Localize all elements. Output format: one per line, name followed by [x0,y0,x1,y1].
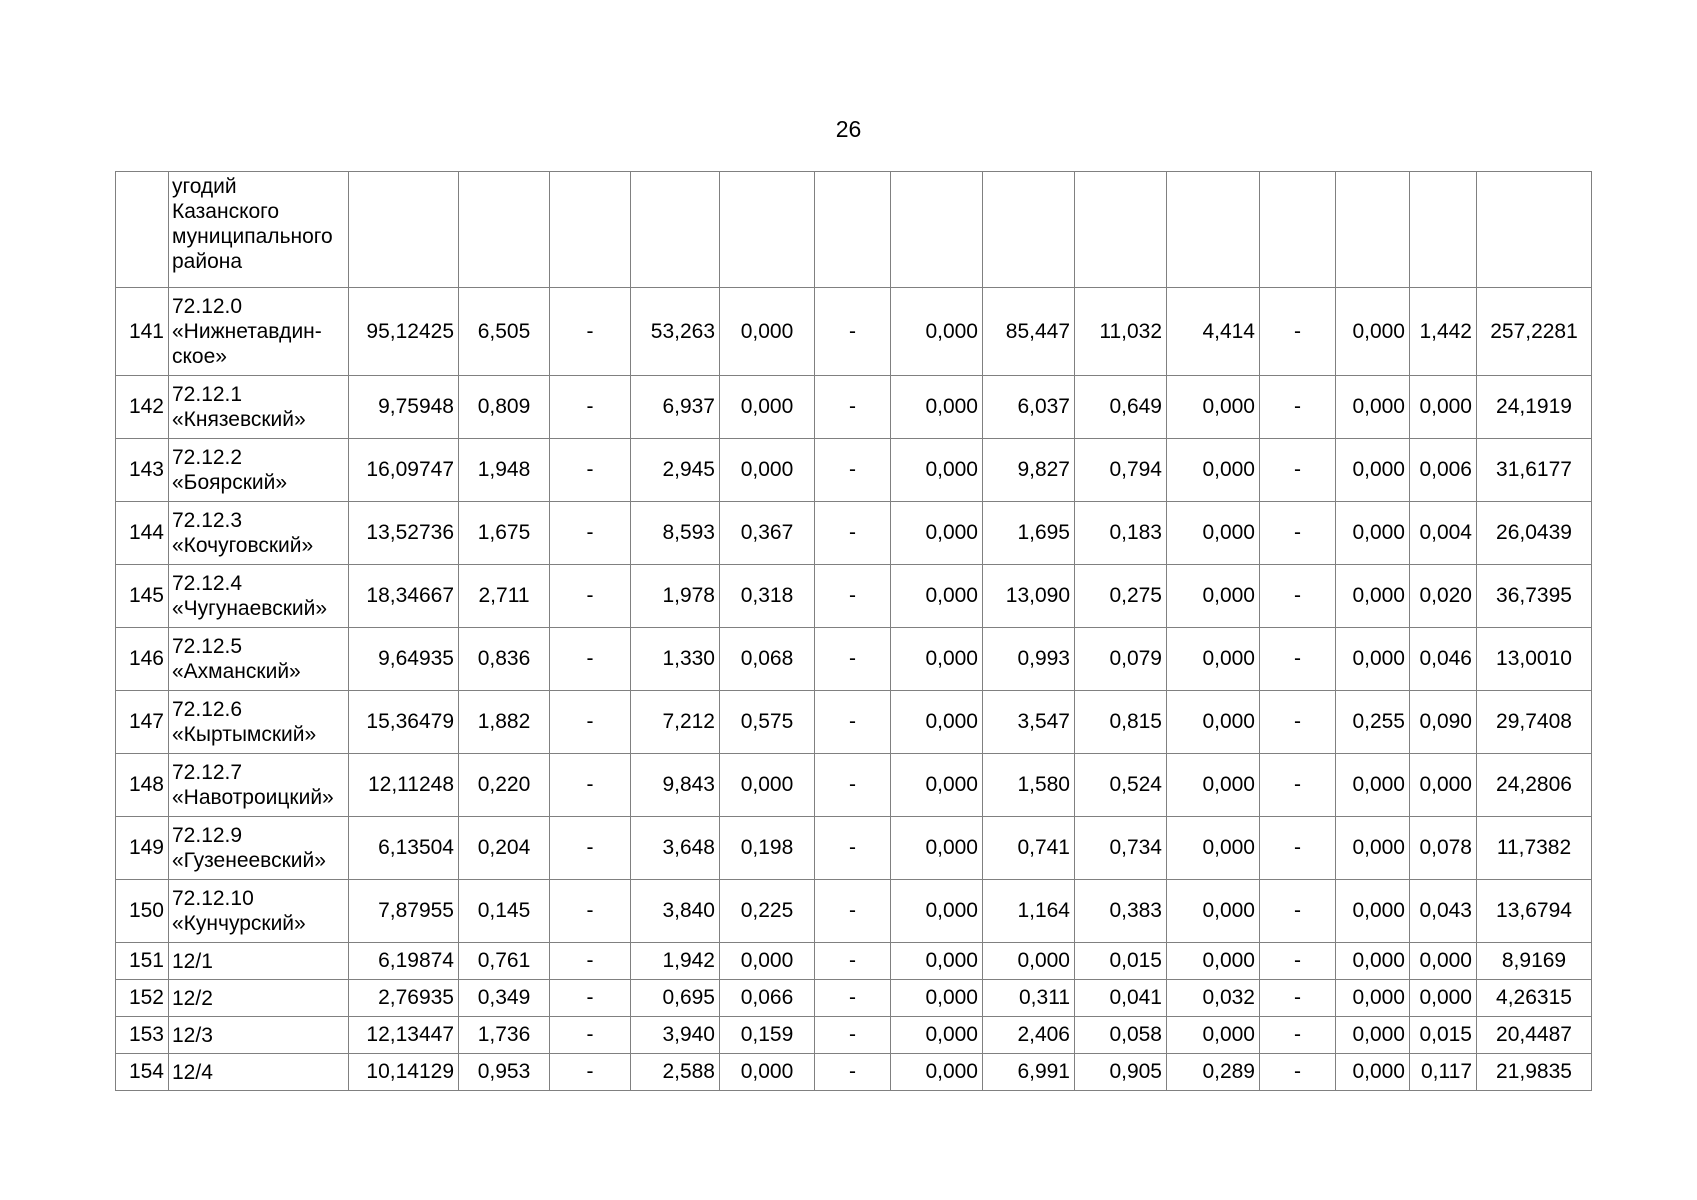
object-code: 72.12.6 [172,698,243,721]
row-number-cell: 146 [116,628,169,691]
object-code: 72.12.2 [172,446,243,469]
value-cell: 0,905 [1075,1054,1167,1091]
row-number-cell: 145 [116,565,169,628]
value-cell: 0,000 [891,288,983,376]
value-cell: 0,000 [1336,943,1410,980]
name-cell [169,565,349,628]
value-cell: 0,000 [1167,565,1260,628]
table-row [116,754,1592,817]
name-cell [169,288,349,376]
value-cell: - [815,565,891,628]
value-cell: 13,52736 [349,502,459,565]
value-cell: 24,2806 [1477,754,1592,817]
value-cell: - [1260,502,1336,565]
value-cell: - [815,502,891,565]
row-number-cell: 148 [116,754,169,817]
value-cell: 1,695 [983,502,1075,565]
value-cell: 0,043 [1410,880,1477,943]
value-cell: 0,000 [720,439,815,502]
object-code: 12/2 [172,986,213,1010]
value-cell: 26,0439 [1477,502,1592,565]
value-cell: 4,26315 [1477,980,1592,1017]
table-row-continuation [116,172,1592,288]
value-cell: 0,575 [720,691,815,754]
value-cell: - [815,880,891,943]
value-cell: 31,6177 [1477,439,1592,502]
value-cell: 3,648 [631,817,720,880]
value-cell: 9,64935 [349,628,459,691]
table-body [116,172,1592,1091]
row-number-cell: 154 [116,1054,169,1091]
value-cell: 0,004 [1410,502,1477,565]
value-cell: - [1260,943,1336,980]
table-row [116,817,1592,880]
object-name: «Князевский» [172,408,306,431]
value-cell: 0,000 [720,1054,815,1091]
value-cell: 0,220 [459,754,550,817]
value-cell: - [815,376,891,439]
value-cell: 0,000 [891,1017,983,1054]
value-cell: - [1260,880,1336,943]
value-cell: 8,9169 [1477,943,1592,980]
value-cell: 6,19874 [349,943,459,980]
table-row [116,1054,1592,1091]
value-cell: 0,761 [459,943,550,980]
value-cell: 6,991 [983,1054,1075,1091]
data-table [115,171,1592,1091]
value-cell: 53,263 [631,288,720,376]
name-cell [169,980,349,1017]
value-cell: 0,000 [891,565,983,628]
value-cell: 4,414 [1167,288,1260,376]
value-cell: - [815,754,891,817]
value-cell: 1,948 [459,439,550,502]
value-cell: 0,000 [891,502,983,565]
value-cell: 0,734 [1075,817,1167,880]
value-cell: 0,000 [1167,880,1260,943]
value-cell: - [1260,691,1336,754]
page-number: 26 [835,116,862,142]
object-name: «Ахманский» [172,660,301,683]
value-cell: 0,000 [1167,943,1260,980]
value-cell: 12,13447 [349,1017,459,1054]
value-cell: 13,090 [983,565,1075,628]
value-cell: 0,000 [1336,817,1410,880]
value-cell: 0,000 [891,980,983,1017]
object-code: 12/1 [172,949,213,973]
value-cell: 0,000 [1336,288,1410,376]
object-code: 72.12.9 [172,824,243,847]
value-cell: 0,032 [1167,980,1260,1017]
object-name: «Нижнетавдин-ское» [172,320,322,368]
value-cell: - [815,943,891,980]
value-cell: 2,76935 [349,980,459,1017]
value-cell: 0,000 [891,880,983,943]
table-row [116,880,1592,943]
value-cell: 0,000 [891,376,983,439]
value-cell: 0,000 [1167,817,1260,880]
value-cell: - [550,288,631,376]
object-name: «Кунчурский» [172,912,306,935]
value-cell: 3,940 [631,1017,720,1054]
value-cell: - [550,1017,631,1054]
value-cell: 0,000 [720,754,815,817]
value-cell: 0,836 [459,628,550,691]
object-name: «Боярский» [172,471,288,494]
value-cell: 11,032 [1075,288,1167,376]
value-cell: 6,505 [459,288,550,376]
value-cell: - [550,817,631,880]
value-cell: 0,046 [1410,628,1477,691]
name-cell [169,1017,349,1054]
value-cell: - [550,943,631,980]
object-code: 72.12.0 [172,295,243,318]
value-cell: 1,442 [1410,288,1477,376]
row-number-cell [116,172,169,288]
table-row [116,376,1592,439]
table-row [116,439,1592,502]
name-cell [169,502,349,565]
value-cell: 0,000 [1336,376,1410,439]
value-cell: 0,000 [891,1054,983,1091]
value-cell: - [1260,288,1336,376]
value-cell: - [550,691,631,754]
value-cell: - [550,754,631,817]
value-cell: 1,942 [631,943,720,980]
value-cell: 0,000 [1336,439,1410,502]
value-cell: 0,000 [1410,980,1477,1017]
object-name: «Кыртымский» [172,723,317,746]
name-cell [169,439,349,502]
value-cell: 0,000 [1167,376,1260,439]
value-cell: 36,7395 [1477,565,1592,628]
value-cell: 0,349 [459,980,550,1017]
value-cell: - [815,439,891,502]
value-cell: 0,255 [1336,691,1410,754]
value-cell: 0,079 [1075,628,1167,691]
value-cell: 0,953 [459,1054,550,1091]
value-cell: 0,204 [459,817,550,880]
value-cell: 1,882 [459,691,550,754]
table-row [116,502,1592,565]
value-cell: 29,7408 [1477,691,1592,754]
value-cell: - [1260,817,1336,880]
row-number-cell: 150 [116,880,169,943]
table-row [116,565,1592,628]
value-cell: 0,383 [1075,880,1167,943]
value-cell: 0,066 [720,980,815,1017]
value-cell: - [550,628,631,691]
value-cell: 0,000 [1410,943,1477,980]
value-cell: - [550,1054,631,1091]
value-cell: 0,275 [1075,565,1167,628]
object-name: «Чугунаевский» [172,597,328,620]
value-cell: 6,037 [983,376,1075,439]
value-cell: 11,7382 [1477,817,1592,880]
row-number-cell: 151 [116,943,169,980]
value-cell: 2,711 [459,565,550,628]
value-cell: - [550,880,631,943]
value-cell: 0,000 [891,817,983,880]
value-cell: 0,367 [720,502,815,565]
value-cell: - [1260,980,1336,1017]
name-cell [169,691,349,754]
object-code: 72.12.10 [172,887,254,910]
value-cell: 257,2281 [1477,288,1592,376]
value-cell: 0,000 [1336,628,1410,691]
value-cell: 0,993 [983,628,1075,691]
value-cell: 1,164 [983,880,1075,943]
value-cell: 0,000 [983,943,1075,980]
value-cell: 0,000 [1167,439,1260,502]
value-cell: 0,000 [1167,628,1260,691]
row-number-cell: 142 [116,376,169,439]
object-code: 12/4 [172,1060,213,1084]
value-cell: 0,183 [1075,502,1167,565]
value-cell: 13,6794 [1477,880,1592,943]
value-cell: 1,675 [459,502,550,565]
value-cell: 8,593 [631,502,720,565]
value-cell: 0,000 [1167,502,1260,565]
value-cell: 1,580 [983,754,1075,817]
value-cell: 0,006 [1410,439,1477,502]
value-cell: 0,090 [1410,691,1477,754]
value-cell: 0,524 [1075,754,1167,817]
value-cell: - [550,980,631,1017]
value-cell: 6,937 [631,376,720,439]
table-row [116,1017,1592,1054]
value-cell: - [550,565,631,628]
object-name: «Гузенеевский» [172,849,326,872]
value-cell: 0,000 [891,754,983,817]
object-name: «Навотроицкий» [172,786,334,809]
value-cell: - [815,288,891,376]
name-cell [169,943,349,980]
object-name: «Кочуговский» [172,534,314,557]
value-cell: 0,000 [891,943,983,980]
value-cell: 0,000 [1336,1054,1410,1091]
object-code: 72.12.4 [172,572,243,595]
table-row [116,628,1592,691]
value-cell: 0,000 [1167,754,1260,817]
name-cell: угодий Казанского муниципального района [169,172,349,288]
value-cell: 0,078 [1410,817,1477,880]
value-cell: 0,000 [1167,691,1260,754]
value-cell: 18,34667 [349,565,459,628]
value-cell: 0,041 [1075,980,1167,1017]
value-cell: 15,36479 [349,691,459,754]
name-cell [169,880,349,943]
value-cell: 0,225 [720,880,815,943]
value-cell: 12,11248 [349,754,459,817]
value-cell: - [815,1017,891,1054]
value-cell: 0,198 [720,817,815,880]
row-number-cell: 141 [116,288,169,376]
name-cell [169,376,349,439]
value-cell: 0,000 [891,439,983,502]
value-cell: 0,794 [1075,439,1167,502]
value-cell: - [1260,754,1336,817]
row-number-cell: 147 [116,691,169,754]
object-code: 72.12.3 [172,509,243,532]
value-cell: 7,87955 [349,880,459,943]
value-cell: - [1260,376,1336,439]
value-cell: 0,000 [1410,754,1477,817]
value-cell: 0,000 [1336,565,1410,628]
value-cell: 20,4487 [1477,1017,1592,1054]
value-cell: - [815,628,891,691]
name-cell [169,628,349,691]
object-code: 72.12.5 [172,635,243,658]
value-cell: 0,000 [1336,502,1410,565]
value-cell: 1,330 [631,628,720,691]
value-cell: 9,843 [631,754,720,817]
value-cell: 9,827 [983,439,1075,502]
value-cell: - [815,817,891,880]
value-cell: 9,75948 [349,376,459,439]
value-cell: 0,020 [1410,565,1477,628]
name-cell [169,1054,349,1091]
value-cell: 0,000 [720,943,815,980]
name-cell [169,817,349,880]
value-cell: 21,9835 [1477,1054,1592,1091]
value-cell: 10,14129 [349,1054,459,1091]
row-number-cell: 144 [116,502,169,565]
value-cell: - [1260,1054,1336,1091]
value-cell: - [1260,628,1336,691]
value-cell: 2,945 [631,439,720,502]
value-cell: - [815,691,891,754]
value-cell: 2,588 [631,1054,720,1091]
value-cell: 0,015 [1075,943,1167,980]
row-number-cell: 143 [116,439,169,502]
value-cell: 0,159 [720,1017,815,1054]
table-row [116,691,1592,754]
object-code: 72.12.1 [172,383,243,406]
value-cell: 0,741 [983,817,1075,880]
value-cell: - [550,439,631,502]
value-cell: 0,000 [891,628,983,691]
value-cell: 16,09747 [349,439,459,502]
value-cell: 0,000 [1167,1017,1260,1054]
value-cell: - [1260,439,1336,502]
table-row [116,288,1592,376]
value-cell: 0,000 [891,691,983,754]
name-cell [169,754,349,817]
object-code: 72.12.7 [172,761,243,784]
row-number-cell: 149 [116,817,169,880]
object-code: 12/3 [172,1023,213,1047]
value-cell: 0,695 [631,980,720,1017]
value-cell: 1,736 [459,1017,550,1054]
value-cell: 0,015 [1410,1017,1477,1054]
value-cell: 0,000 [720,376,815,439]
value-cell: 2,406 [983,1017,1075,1054]
value-cell: 0,809 [459,376,550,439]
value-cell: 0,000 [1336,880,1410,943]
table-row [116,943,1592,980]
value-cell: 6,13504 [349,817,459,880]
value-cell: 0,000 [1336,1017,1410,1054]
value-cell: 0,289 [1167,1054,1260,1091]
value-cell: 85,447 [983,288,1075,376]
value-cell: 7,212 [631,691,720,754]
value-cell: 24,1919 [1477,376,1592,439]
value-cell: 0,000 [1410,376,1477,439]
row-number-cell: 152 [116,980,169,1017]
value-cell: 0,145 [459,880,550,943]
value-cell: - [550,502,631,565]
value-cell: - [1260,565,1336,628]
value-cell: - [1260,1017,1336,1054]
value-cell: 0,000 [720,288,815,376]
row-number-cell: 153 [116,1017,169,1054]
value-cell: - [815,980,891,1017]
value-cell: 0,058 [1075,1017,1167,1054]
value-cell: 0,318 [720,565,815,628]
value-cell: 0,068 [720,628,815,691]
value-cell: - [815,1054,891,1091]
value-cell: 0,311 [983,980,1075,1017]
value-cell: 0,000 [1336,980,1410,1017]
value-cell: 0,117 [1410,1054,1477,1091]
value-cell: 95,12425 [349,288,459,376]
value-cell: 13,0010 [1477,628,1592,691]
value-cell: 0,649 [1075,376,1167,439]
value-cell: 3,547 [983,691,1075,754]
value-cell: 0,000 [1336,754,1410,817]
table-row [116,980,1592,1017]
value-cell: 0,815 [1075,691,1167,754]
value-cell: 1,978 [631,565,720,628]
value-cell: 3,840 [631,880,720,943]
value-cell: - [550,376,631,439]
